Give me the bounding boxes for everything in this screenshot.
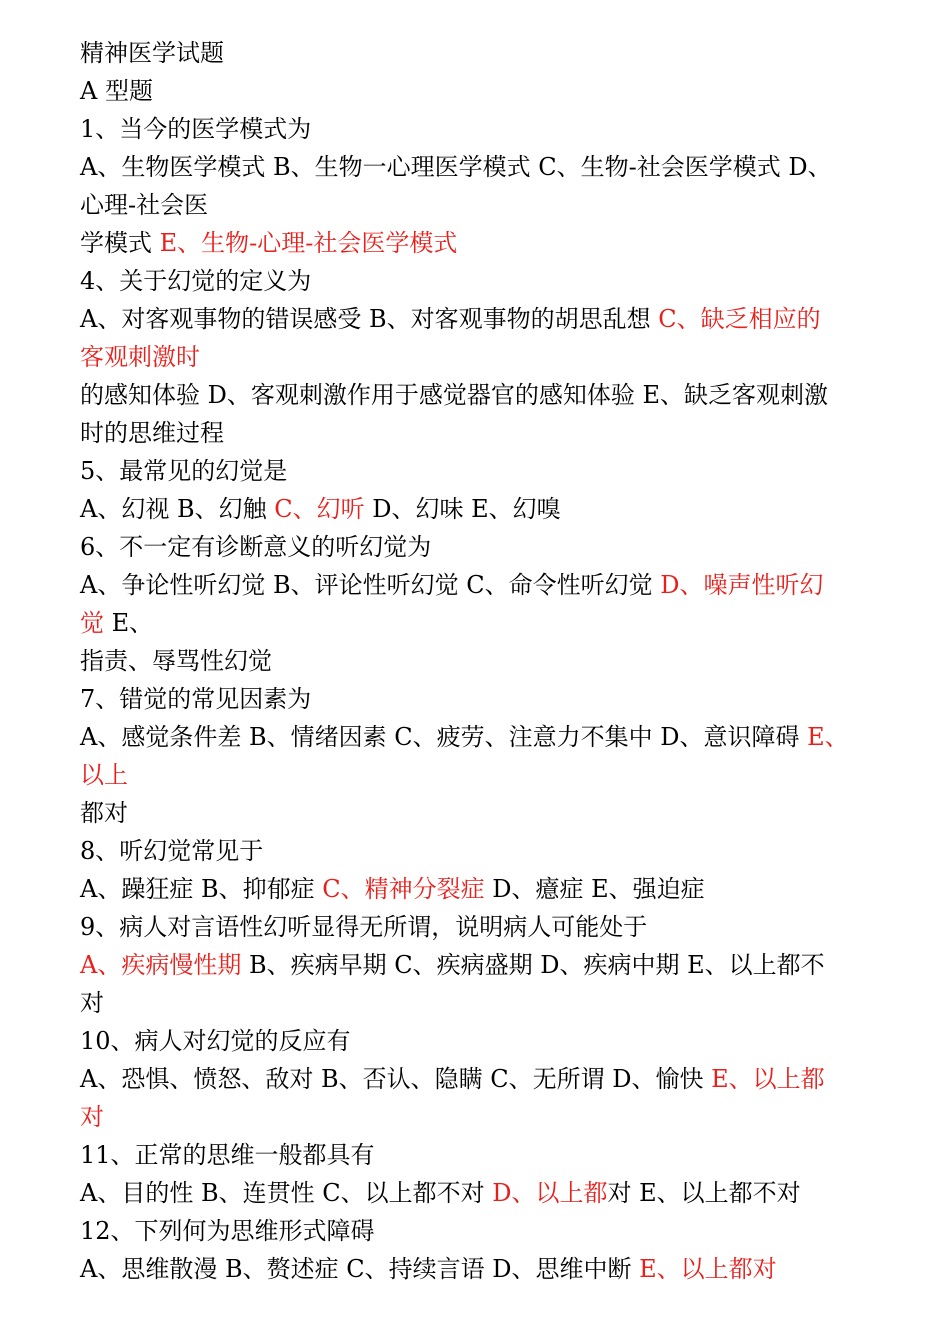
text-segment: A、思维散漫 B、赘述症 C、持续言语 D、思维中断: [80, 1255, 640, 1283]
text-segment: A、目的性 B、连贯性 C、以上都不对: [80, 1179, 493, 1207]
text-line: [80, 452, 880, 490]
text-segment: A、恐惧、愤怒、敌对 B、否认、隐瞒 C、无所谓 D、愉快: [80, 1065, 712, 1093]
text-segment: 都对: [80, 799, 128, 827]
text-segment: 10、病人对幻觉的反应有: [80, 1027, 351, 1055]
answer-highlight: C、缺乏相应的: [658, 305, 821, 333]
answer-highlight: 觉: [80, 609, 104, 637]
text-line: [80, 338, 880, 376]
text-segment: 对 E、以上都不对: [607, 1179, 801, 1207]
text-line: [80, 756, 880, 794]
text-segment: 11、正常的思维一般都具有: [80, 1141, 375, 1169]
text-line: [80, 528, 880, 566]
text-line: [80, 794, 880, 832]
answer-highlight: 客观刺激时: [80, 343, 200, 371]
text-line: [80, 148, 880, 186]
text-segment: A、争论性听幻觉 B、评论性听幻觉 C、命令性听幻觉: [80, 571, 661, 599]
text-segment: A、对客观事物的错误感受 B、对客观事物的胡思乱想: [80, 305, 659, 333]
text-line: [80, 908, 880, 946]
document-page: [80, 34, 880, 1288]
text-segment: B、疾病早期 C、疾病盛期 D、疾病中期 E、以上都不: [241, 951, 825, 979]
text-line: [80, 262, 880, 300]
answer-highlight: A、疾病慢性期: [80, 951, 242, 979]
answer-highlight: C、幻听: [274, 495, 365, 523]
text-segment: 1、当今的医学模式为: [80, 115, 312, 143]
text-segment: A、生物医学模式 B、生物一心理医学模式 C、生物-社会医学模式 D、: [80, 153, 832, 181]
text-segment: A、幻视 B、幻触: [80, 495, 275, 523]
text-line: [80, 72, 880, 110]
text-line: [80, 186, 880, 224]
answer-highlight: E、: [807, 723, 849, 751]
text-line: [80, 1250, 880, 1288]
text-line: [80, 110, 880, 148]
text-line: [80, 870, 880, 908]
text-line: [80, 984, 880, 1022]
text-segment: A 型题: [80, 77, 153, 105]
text-segment: A、感觉条件差 B、情绪因素 C、疲劳、注意力不集中 D、意识障碍: [80, 723, 808, 751]
text-segment: 对: [80, 989, 104, 1017]
text-segment: 5、最常见的幻觉是: [80, 457, 288, 485]
text-line: [80, 1174, 880, 1212]
answer-highlight: D、噪声性听幻: [660, 571, 824, 599]
text-line: [80, 642, 880, 680]
text-line: [80, 224, 880, 262]
text-line: [80, 376, 880, 414]
text-line: [80, 300, 880, 338]
text-line: [80, 1022, 880, 1060]
text-line: [80, 604, 880, 642]
text-segment: A、躁狂症 B、抑郁症: [80, 875, 323, 903]
text-line: [80, 946, 880, 984]
text-line: [80, 832, 880, 870]
text-line: [80, 718, 880, 756]
text-line: [80, 1060, 880, 1098]
text-segment: E、: [104, 609, 154, 637]
answer-highlight: E、以上都: [711, 1065, 825, 1093]
text-segment: 指责、辱骂性幻觉: [80, 647, 272, 675]
text-segment: D、幻味 E、幻嗅: [364, 495, 561, 523]
text-line: [80, 414, 880, 452]
text-line: [80, 680, 880, 718]
text-line: [80, 566, 880, 604]
text-segment: 7、错觉的常见因素为: [80, 685, 312, 713]
answer-highlight: 以上: [80, 761, 128, 789]
text-segment: 6、不一定有诊断意义的听幻觉为: [80, 533, 432, 561]
text-segment: D、癔症 E、强迫症: [484, 875, 705, 903]
text-line: [80, 490, 880, 528]
text-segment: 9、病人对言语性幻听显得无所谓，说明病人可能处于: [80, 913, 648, 941]
answer-highlight: E、以上都对: [639, 1255, 777, 1283]
text-segment: 8、听幻觉常见于: [80, 837, 264, 865]
answer-highlight: E、生物-心理-社会医学模式: [159, 229, 458, 257]
text-line: [80, 1136, 880, 1174]
text-segment: 精神医学试题: [80, 39, 224, 67]
answer-highlight: C、精神分裂症: [322, 875, 485, 903]
text-segment: 心理-社会医: [80, 191, 209, 219]
text-segment: 4、关于幻觉的定义为: [80, 267, 312, 295]
answer-highlight: D、以上都: [492, 1179, 608, 1207]
text-line: [80, 1098, 880, 1136]
text-segment: 的感知体验 D、客观刺激作用于感觉器官的感知体验 E、缺乏客观刺激: [80, 381, 829, 409]
text-segment: 时的思维过程: [80, 419, 224, 447]
text-line: [80, 1212, 880, 1250]
text-segment: 12、下列何为思维形式障碍: [80, 1217, 375, 1245]
text-segment: 学模式: [80, 229, 160, 257]
text-line: [80, 34, 880, 72]
answer-highlight: 对: [80, 1103, 104, 1131]
